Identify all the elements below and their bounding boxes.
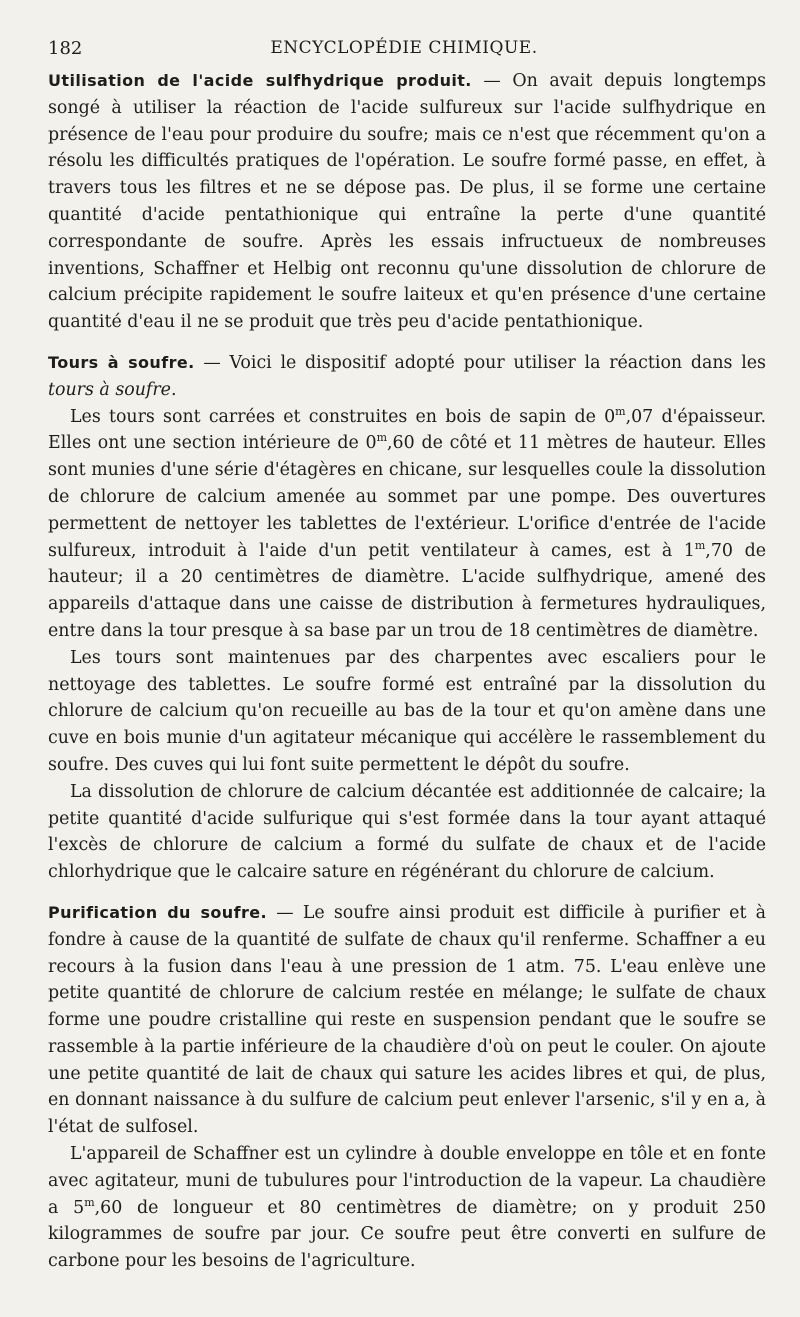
heading-dash: —: [194, 352, 230, 373]
italic-term: tours à soufre: [48, 379, 171, 400]
paragraph-text: ,70 de hauteur; il a 20 centimètres de diamètre. L'acide sulfhydrique, amené des appareils d'attaque dans une caisse de distribution à fermetures hydrauliques, entre dans la tour presque à sa base par un trou de 18 centimètres de diamètre.: [48, 540, 766, 641]
heading-dash: —: [266, 902, 303, 923]
section-heading-tours: Tours à soufre.: [48, 352, 195, 372]
paragraph-text: L'appareil de Schaffner est un cylindre à double enveloppe en tôle et en fonte avec agitateur, muni de tubulures pour l'introduction de la vapeur. La chaudière a 5: [48, 1144, 766, 1218]
running-title: ENCYCLOPÉDIE CHIMIQUE.: [270, 38, 538, 58]
heading-dash: —: [471, 71, 513, 91]
section-heading-purification: Purification du soufre.: [48, 902, 267, 922]
page-header: [48, 38, 760, 68]
paragraph-purification: [48, 900, 766, 1141]
page-body: [48, 68, 766, 1275]
unit-superscript: m: [84, 1195, 95, 1209]
paragraph-appareil-schaffner: [48, 1141, 766, 1275]
paragraph-text: .: [170, 379, 177, 400]
unit-superscript: m: [694, 538, 706, 552]
paragraph-tours-construction: [48, 404, 766, 645]
paragraph-tours-decantation: La dissolution de chlorure de calcium décantée est additionnée de calcaire; la petite quantité d'acide sulfurique qui s'est formée dans la tour ayant attaqué l'excès de chlorure de calcium a formé du sulfate de chaux et de l'acide chlorhydrique que le calcaire sature en régénérant du chlorure de calcium.: [48, 781, 766, 883]
paragraph-text: Voici le dispositif adopté pour utiliser la réaction dans les: [229, 352, 766, 373]
paragraph-text: ,60 de côté et 11 mètres de hauteur. Elles sont munies d'une série d'étagères en chicane, sur lesquelles coule la dissolution de chlorure de calcium amenée au sommet par une pompe. Des ouvertures permettent de nettoyer les tablettes de l'extérieur. L'orifice d'entrée de l'acide sulfureux, introduit à l'aide d'un petit ventilateur à cames, est à 1: [48, 433, 766, 561]
unit-superscript: m: [376, 431, 388, 445]
paragraph-text: Les tours sont carrées et construites en bois de sapin de 0: [70, 406, 616, 427]
paragraph-tours-maintenance: Les tours sont maintenues par des charpentes avec escaliers pour le nettoyage des tablettes. Le soufre formé est entraîné par la dissolution du chlorure de calcium qu'on recueille au bas de la tour et qu'on amène dans une cuve en bois munie d'un agitateur mécanique qui accélère le rassemblement du soufre. Des cuves qui lui font suite permettent le dépôt du soufre.: [48, 647, 766, 775]
unit-superscript: m: [615, 404, 626, 418]
paragraph-text: Le soufre ainsi produit est difficile à purifier et à fondre à cause de la quantité de sulfate de chaux qu'il renferme. Schaffner a eu recours à la fusion dans l'eau à une pression de 1 atm. 75. L'eau enlève une petite quantité de chlorure de calcium restée en mélange; le sulfate de chaux forme une poudre cristalline qui reste en suspension pendant que le soufre se rassemble à la partie inférieure de la chaudière d'où on peut le couler. On ajoute une petite quantité de lait de chaux qui sature les acides libres et qui, de plus, en donnant naissance à du sulfure de calcium peut enlever l'arsenic, s'il y en a, à l'état de sulfosel.: [48, 902, 767, 1138]
page-number: 182: [48, 38, 83, 59]
paragraph-text: ,60 de longueur et 80 centimètres de diamètre; on y produit 250 kilogrammes de soufre par jour. Ce soufre peut être converti en sulfure de carbone pour les besoins de l'agriculture.: [48, 1197, 766, 1272]
paragraph-tours-intro: [48, 350, 766, 404]
paragraph-utilisation: [48, 68, 766, 336]
paragraph-text: On avait depuis longtemps songé à utiliser la réaction de l'acide sulfureux sur l'acide sulfhydrique en présence de l'eau pour produire du soufre; mais ce n'est que récemment qu'on a résolu les difficultés pratiques de l'opération. Le soufre formé passe, en effet, à travers tous les filtres et ne se dépose pas. De plus, il se forme une certaine quantité d'acide pentathionique qui entraîne la perte d'une quantité correspondante de soufre. Après les essais infructueux de nombreuses inventions, Schaffner et Helbig ont reconnu qu'une dissolution de chlorure de calcium précipite rapidement le soufre laiteux et qu'en présence d'une certaine quantité d'eau il ne se produit que très peu d'acide pentathionique.: [48, 71, 766, 333]
paragraph-text: ,07 d'épaisseur. Elles ont une section intérieure de 0: [48, 406, 766, 454]
section-heading-utilisation: Utilisation de l'acide sulfhydrique produit.: [48, 71, 472, 90]
